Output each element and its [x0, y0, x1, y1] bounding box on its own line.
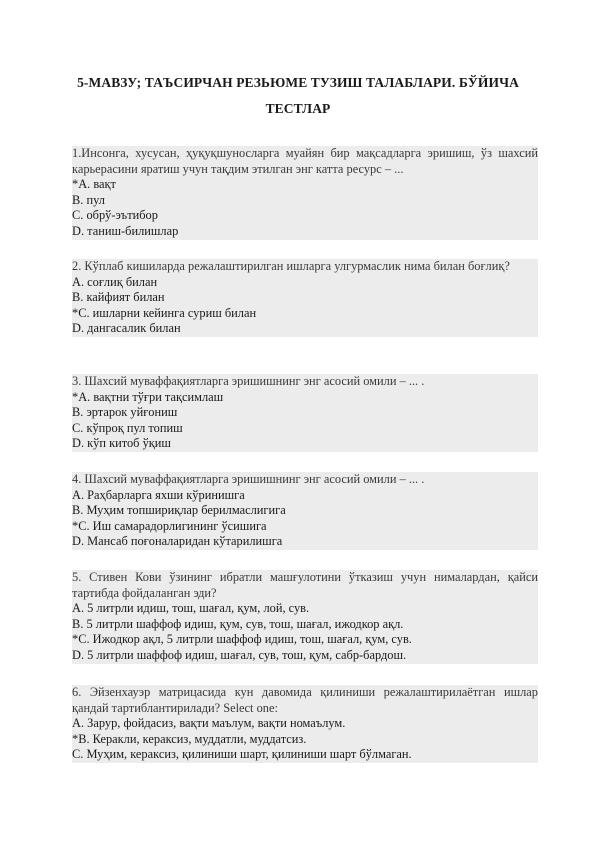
- answer-option: В. Муҳим топшириқлар берилмаслигига: [72, 503, 286, 518]
- title-line-2: ТЕСТЛАР: [265, 101, 331, 116]
- question-stem: 3. Шахсий муваффақиятларга эришишнинг энг асосий омили – ... .: [72, 374, 425, 388]
- answer-option: *А. вақтни тўғри тақсимлаш: [72, 389, 224, 404]
- question-5: [72, 570, 538, 664]
- question-stem: 4. Шахсий муваффақиятларга эришишнинг энг асосий омили – ... .: [72, 472, 425, 486]
- answer-option: D. таниш-билишлар: [72, 223, 179, 238]
- answer-option: В. кайфият билан: [72, 290, 165, 305]
- question-stem: 5. Стивен Кови ўзининг ибратли машғулотини ўтказиш учун нималардан, қайси тартибда фойдаланган эди?: [72, 570, 538, 600]
- answer-option: *С. Иш самарадорлигининг ўсишига: [72, 518, 267, 533]
- answer-option: *С. Ижодкор ақл, 5 литрли шаффоф идиш, тош, шағал, қум, сув.: [72, 632, 412, 647]
- answer-option: С. обрў-эътибор: [72, 208, 158, 223]
- answer-option: А. Зарур, фойдасиз, вақти маълум, вақти номаълум.: [72, 716, 346, 731]
- answer-option: В. 5 литрли шаффоф идиш, қум, сув, тош, шағал, ижодкор ақл.: [72, 616, 404, 631]
- answer-option: С. Муҳим, кераксиз, қилиниши шарт, қилиниши шарт бўлмаган.: [72, 747, 412, 762]
- question-6: [72, 685, 538, 763]
- question-1: [72, 146, 538, 240]
- answer-option: В. эртарок уйғониш: [72, 405, 178, 420]
- answer-option: *А. вақт: [72, 177, 116, 192]
- answer-option: А. 5 литрли идиш, тош, шағал, қум, лой, сув.: [72, 601, 310, 616]
- answer-option: С. кўпроқ пул топиш: [72, 420, 183, 435]
- answer-option: *В. Керакли, кераксиз, муддатли, муддатсиз.: [72, 731, 307, 746]
- question-3: [72, 374, 538, 452]
- answer-option: D. Мансаб поғоналаридан кўтарилишга: [72, 534, 283, 549]
- answer-option: D. дангасалик билан: [72, 321, 181, 336]
- question-2: [72, 259, 538, 337]
- question-stem: 1.Инсонга, хусусан, ҳуқуқшуносларга муайян бир мақсадларга эришиш, ўз шахсий карьерасини яратиш учун тақдим этилган энг катта ресурс – ...: [72, 146, 538, 176]
- question-stem: 6. Эйзенхауэр матрицасида кун давомида қилиниши режалаштирилаётган ишлар қандай тартиблантирилади? Select one:: [72, 685, 538, 715]
- answer-option: *С. ишларни кейинга суриш билан: [72, 305, 257, 320]
- answer-option: D. кўп китоб ўқиш: [72, 436, 171, 451]
- answer-option: D. 5 литрли шаффоф идиш, шағал, сув, тош, қум, сабр-бардош.: [72, 647, 407, 662]
- answer-option: А. Раҳбарларга яхши кўринишга: [72, 487, 245, 502]
- title-line-1: 5-МАВЗУ; ТАЪСИРЧАН РЕЗЬЮМЕ ТУЗИШ ТАЛАБЛАРИ. БЎЙИЧА: [77, 75, 519, 90]
- question-stem: 2. Кўплаб кишиларда режалаштирилган ишларга улгурмаслик нима билан боғлиқ?: [72, 259, 510, 273]
- answer-option: А. соғлиқ билан: [72, 274, 158, 289]
- answer-option: В. пул: [72, 192, 105, 207]
- page-title: [60, 70, 536, 122]
- question-4: [72, 472, 538, 550]
